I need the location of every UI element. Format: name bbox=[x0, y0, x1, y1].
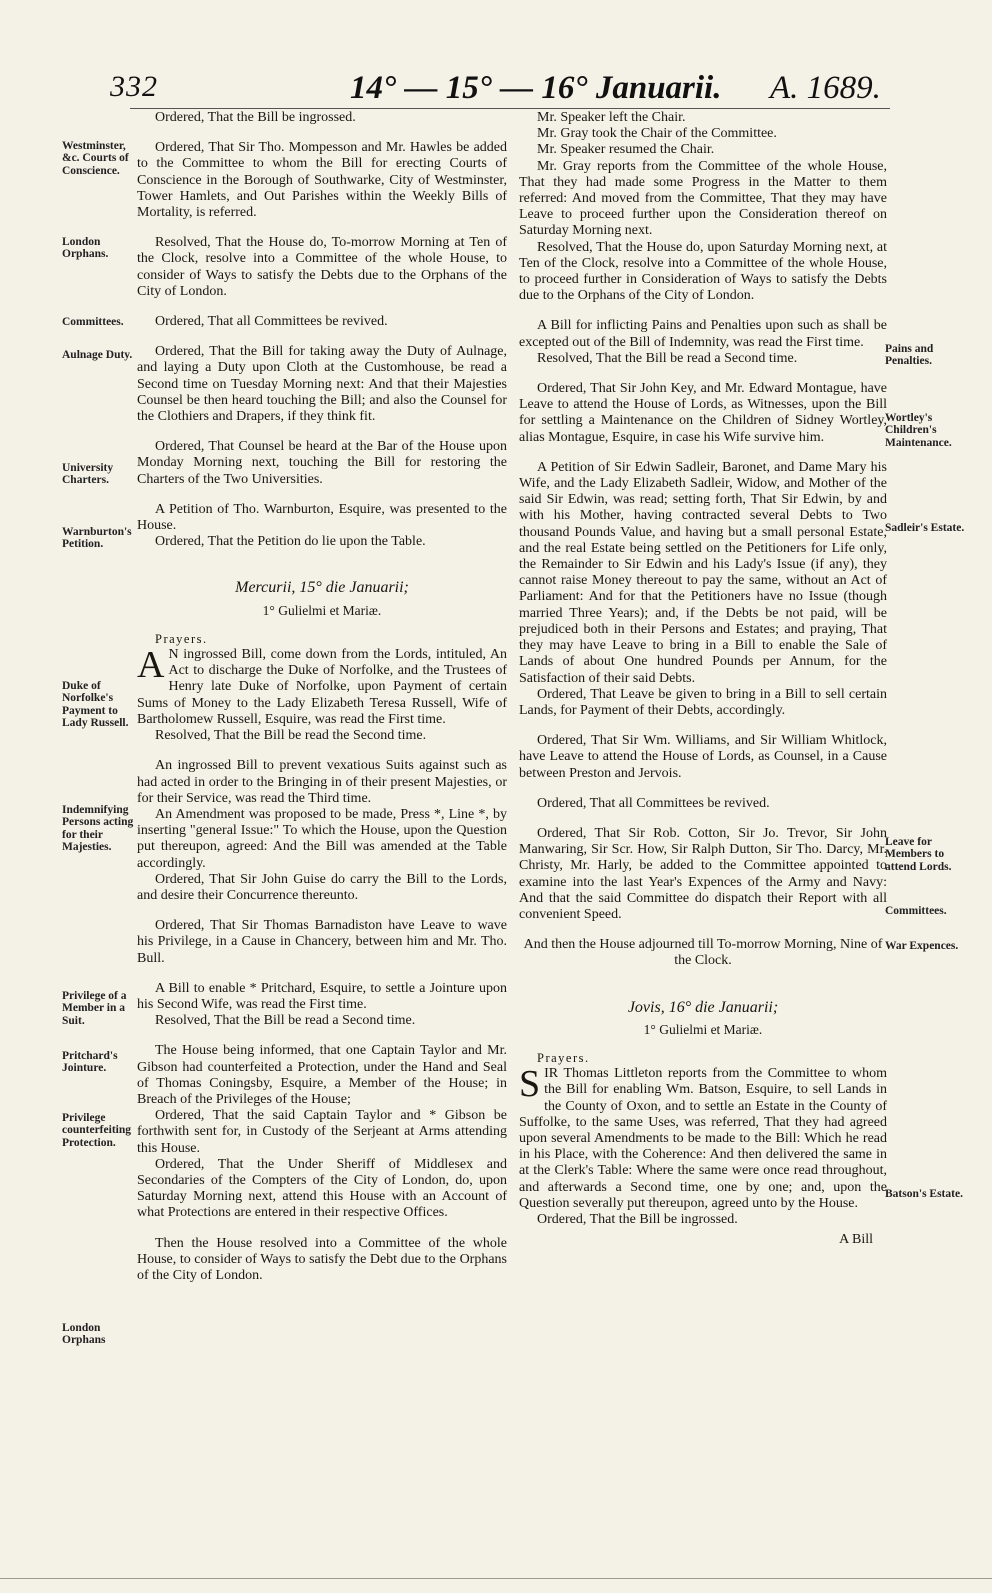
entry: Ordered, That Sir John Guise do carry the Bill to the Lords, and desire their Concurrence thereunto. bbox=[137, 871, 507, 903]
entry: An ingrossed Bill to prevent vexatious Suits against such as had acted in order to the Bringing in of their present Majesties, or for their Service, was read the Third time. bbox=[137, 758, 507, 806]
page-number: 332 bbox=[110, 70, 158, 103]
entry: Ordered, That Counsel be heard at the Bar of the House upon Monday Morning next, touching the Bill for restoring the Charters of the Two Universities. bbox=[137, 439, 507, 487]
drop-cap: S bbox=[519, 1063, 541, 1106]
margin-note: Aulnage Duty. bbox=[62, 349, 133, 361]
entry: Ordered, That Sir Wm. Williams, and Sir William Whitlock, have Leave to attend the House of Lords, as Counsel, in a Cause between Preston and Jervois. bbox=[519, 733, 887, 781]
prayers-label: Prayers. bbox=[155, 631, 208, 646]
day-subheading: 1° Gulielmi et Mariæ. bbox=[643, 1021, 763, 1037]
entry: A Petition of Tho. Warnburton, Esquire, was presented to the House. bbox=[137, 501, 507, 534]
margin-note: Pritchard's Jointure. bbox=[62, 1050, 118, 1075]
entry: Ordered, That Sir Rob. Cotton, Sir Jo. Trevor, Sir John Manwaring, Sir Scr. How, Sir Ralph Dutton, Sir Tho. Darcy, Mr. Christy, Mr. Harly, be added to the Committee appointed to examine into the last Year's Expences of the Army and Navy: And that the said Committee do dispatch their Report with all convenient Speed. bbox=[519, 825, 887, 922]
left-column bbox=[137, 110, 507, 1284]
right-column bbox=[519, 110, 887, 1248]
entry: The House being informed, that one Captain Taylor and Mr. Gibson had counterfeited a Protection, under the Hand and Seal of Thomas Coningsby, Esquire, a Member of the House; in Breach of the Privileges of the House; bbox=[137, 1043, 507, 1107]
entry: Ordered, That Sir John Key, and Mr. Edward Montague, have Leave to attend the House of Lords, as Witnesses, upon the Bill for settling a Maintenance on the Children of Sidney Wortley, alias Montague, Esquire, in case his Wife survive him. bbox=[519, 381, 887, 445]
drop-cap: A bbox=[137, 644, 165, 687]
entry: Resolved, That the Bill be read the Second time. bbox=[155, 728, 427, 744]
margin-note: Privilege of a Member in a Suit. bbox=[62, 990, 127, 1027]
entry: Ordered, That Sir Tho. Mompesson and Mr. Hawles be added to the Committee to whom the Bill for erecting Courts of Conscience in the Borough of Southwarke, City of Westminster, Tower Hamlets, and Out Parishes within the Weekly Bills of Mortality, is referred. bbox=[137, 140, 507, 221]
margin-note: Indemnifying Persons acting for their Majesties. bbox=[62, 804, 134, 854]
entry: Resolved, That the Bill be read a Second time. bbox=[537, 350, 798, 366]
entry: Ordered, That the Under Sheriff of Middlesex and Secondaries of the Compters of the City of London, do, upon Saturday Morning next, attend this House with an Account of what Protections are entered in their respective Offices. bbox=[137, 1156, 507, 1221]
entry: Ordered, That all Committees be revived. bbox=[155, 314, 388, 330]
entry: An Amendment was proposed to be made, Press *, Line *, by inserting "general Issue:" To which the House, upon the Question put thereupon, agreed: And the Bill was amended at the Table accordingly. bbox=[137, 806, 507, 871]
entry: Resolved, That the Bill be read a Second time. bbox=[155, 1013, 416, 1029]
entry: Then the House resolved into a Committee of the whole House, to consider of Ways to satisfy the Debt due to the Orphans of the City of London. bbox=[137, 1235, 507, 1283]
scan-edge bbox=[0, 1578, 992, 1579]
day-heading: Jovis, 16° die Januarii; bbox=[627, 998, 779, 1016]
margin-note: London Orphans. bbox=[62, 236, 109, 261]
margin-note: Committees. bbox=[62, 316, 124, 328]
prayers-label: Prayers. bbox=[537, 1050, 590, 1065]
margin-note: Batson's Estate. bbox=[885, 1188, 963, 1200]
entry: A Bill to enable * Pritchard, Esquire, to settle a Jointure upon his Second Wife, was read the First time. bbox=[137, 980, 507, 1012]
entry: Ordered, That the Petition do lie upon the Table. bbox=[155, 534, 426, 550]
margin-note: Pains and Penalties. bbox=[885, 343, 934, 368]
margin-note: War Expences. bbox=[885, 940, 959, 952]
margin-note: Wortley's Children's Maintenance. bbox=[885, 412, 952, 449]
margin-note: Sadleir's Estate. bbox=[885, 522, 965, 534]
entry: Mr. Gray took the Chair of the Committee. bbox=[537, 126, 777, 142]
entry: Ordered, That Leave be given to bring in a Bill to sell certain Lands, for Payment of their Debts, accordingly. bbox=[519, 686, 887, 718]
entry: Mr. Gray reports from the Committee of the whole House, That they had made some Progress in the Matter to them referred: And moved from the Committee, That they may have Leave to proceed further upon the Consideration thereof on Saturday Morning next. bbox=[519, 158, 887, 239]
entry: Ordered, That all Committees be revived. bbox=[537, 795, 770, 811]
entry: A N ingrossed Bill, come down from the Lords, intituled, An Act to discharge the Duke of Norfolke, and the Trustees of Henry late Duke of Norfolke, upon Payment of certain Sums of Money to the Lady Elizabeth Teresa Russell, Wife of Bartholomew Russell, Esquire, was read the First time. bbox=[137, 644, 507, 727]
entry: A Bill for inflicting Pains and Penalties upon such as shall be excepted out of the Bill of Indemnity, was read the First time. bbox=[519, 318, 887, 350]
margin-note: Warnburton's Petition. bbox=[62, 526, 132, 551]
margin-note: London Orphans bbox=[62, 1322, 106, 1347]
margin-note: Privilege counterfeiting Protection. bbox=[62, 1112, 131, 1149]
entry: Mr. Speaker resumed the Chair. bbox=[537, 142, 715, 158]
entry: Ordered, That the Bill be ingrossed. bbox=[155, 110, 356, 125]
entry: SIR Thomas Littleton reports from the Committee to whom the Bill for enabling Wm. Batson, Esquire, to sell Lands in the County of Oxon, and to settle an Estate in the County of Suffolke, to the same Uses, was referred, That they had agreed upon several Amendments to be made to the Bill: Which he read in his Place, with the Coherence: And then delivered the same in at the Clerk's Table: Where the same were once read throughout, and afterwards a Second time, one by one; and, upon the Question severally put thereupon, agreed unto by the House. bbox=[519, 1063, 887, 1211]
entry: Ordered, That the Bill for taking away the Duty of Aulnage, and laying a Duty upon Cloth at the Customhouse, be read a Second time on Tuesday Morning next: And that their Majesties Counsel be then heard touching the Bill; and also the Counsel for the Clothiers and Drapers, if they think fit. bbox=[137, 344, 507, 425]
entry: Resolved, That the House do, To-morrow Morning at Ten of the Clock, resolve into a Committee of the whole House, to consider of Ways to satisfy the Debts due to the Orphans of the City of London. bbox=[137, 235, 507, 299]
entry: Mr. Speaker left the Chair. bbox=[537, 110, 686, 125]
margin-note: Leave for Members to attend Lords. bbox=[885, 836, 952, 873]
header-dates: 14° — 15° — 16° Januarii. bbox=[350, 70, 722, 106]
margin-note: Westminster, &c. Courts of Conscience. bbox=[62, 140, 129, 177]
entry: A Petition of Sir Edwin Sadleir, Baronet, and Dame Mary his Wife, and the Lady Elizabeth Sadleir, Widow, and Mother of the said Sir Edwin, was read; setting forth, That Sir Edwin, by and with his Mother, having contracted several Debts to Two thousand Pounds Value, and having but a small personal Estate, and the real Estate being settled on the Petitioners for Life only, the Remainder to Sir Edwin and his Lady's Issue (if any), they cannot raise Money thereout to pay the same, without an Act of Parliament: And for that the Petitioners have no Issue (though married Three Years); and, if the Debts be not paid, will be prejudiced both in their Persons and Estates; and praying, That they may have Leave to bring in a Bill to enable the Sale of Lands of about One hundred Pounds per Annum, for the Satisfaction of their said Debts. bbox=[519, 459, 887, 686]
header-rule bbox=[130, 108, 890, 109]
day-subheading: 1° Gulielmi et Mariæ. bbox=[262, 602, 382, 618]
adjournment: And then the House adjourned till To-morrow Morning, Nine of the Clock. bbox=[523, 937, 883, 969]
entry: Ordered, That the Bill be ingrossed. bbox=[537, 1211, 738, 1227]
header-year: A. 1689. bbox=[770, 70, 881, 106]
margin-note: Duke of Norfolke's Payment to Lady Russell. bbox=[62, 680, 129, 730]
day-heading: Mercurii, 15° die Januarii; bbox=[235, 579, 409, 597]
entry: Ordered, That the said Captain Taylor and * Gibson be forthwith sent for, in Custody of the Serjeant at Arms attending this House. bbox=[137, 1108, 507, 1156]
catchword: A Bill bbox=[839, 1232, 873, 1248]
margin-note: University Charters. bbox=[62, 462, 114, 487]
entry: Resolved, That the House do, upon Saturday Morning next, at Ten of the Clock, resolve into a Committee of the whole House, to proceed further in Consideration of Ways to satisfy the Debts due to the Orphans of the City of London. bbox=[519, 239, 887, 304]
entry: Ordered, That Sir Thomas Barnadiston have Leave to wave his Privilege, in a Cause in Chancery, between him and Mr. Tho. Bull. bbox=[137, 918, 507, 966]
margin-note: Committees. bbox=[885, 905, 947, 917]
